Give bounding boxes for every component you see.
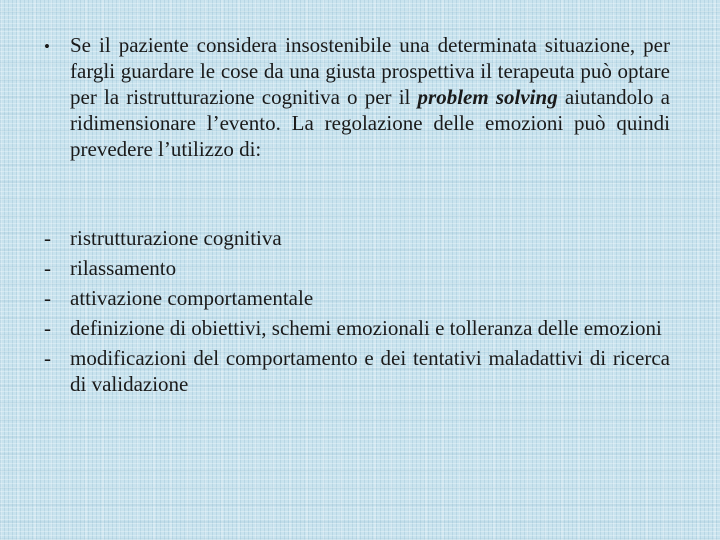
bullet-dot-icon: •	[44, 37, 50, 56]
dash-marker: -	[44, 256, 51, 280]
list-item-text: modificazioni del comportamento e dei tentativi maladattivi di ricerca di validazione	[70, 346, 670, 396]
list-item-text: ristrutturazione cognitiva	[70, 226, 282, 250]
intro-emphasis: problem solving	[417, 85, 558, 109]
list-item	[44, 345, 670, 397]
dash-marker: -	[44, 346, 51, 370]
intro-paragraph-block	[44, 32, 670, 162]
dash-marker: -	[44, 316, 51, 340]
list-item	[44, 255, 670, 281]
list-item-text: rilassamento	[70, 256, 177, 280]
list-item	[44, 225, 670, 251]
technique-list	[44, 225, 670, 401]
dash-marker: -	[44, 226, 51, 250]
intro-text-before: Se il paziente considera insostenibile una determinata situazione, per fargli guardare le cose da una giusta prospettiva il terapeuta può optare per la ristrutturazione cognitiva o per il	[70, 33, 670, 109]
list-item-text: attivazione comportamentale	[70, 286, 314, 310]
list-item-text: definizione di obiettivi, schemi emozionali e tolleranza delle emozioni	[70, 316, 662, 340]
list-item	[44, 285, 670, 311]
list-item	[44, 315, 670, 341]
intro-text-after: aiutandolo a ridimensionare l’evento. La regolazione delle emozioni può quindi prevedere l’utilizzo di:	[70, 85, 670, 161]
dash-marker: -	[44, 286, 51, 310]
intro-paragraph	[70, 32, 670, 162]
